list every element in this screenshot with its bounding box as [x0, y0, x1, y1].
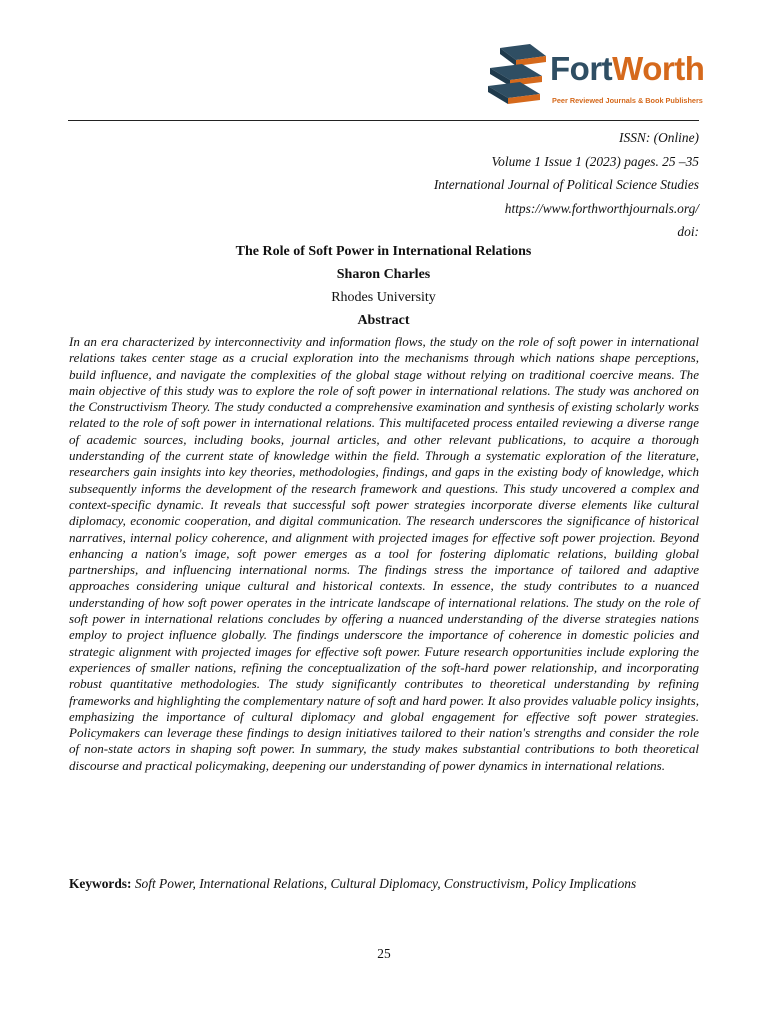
keywords [69, 876, 699, 893]
keywords-label: Keywords: [69, 876, 132, 891]
page-number: 25 [377, 946, 391, 961]
article-author: Sharon Charles [336, 267, 431, 282]
journal-name: International Journal of Political Science Studies [433, 177, 699, 192]
volume-line: Volume 1 Issue 1 (2023) pages. 25 –35 [491, 153, 699, 169]
header-rule [68, 120, 699, 121]
journal-meta [434, 126, 699, 244]
article-header [68, 240, 699, 332]
publisher-name: FortWorth [550, 50, 705, 87]
doi-line: doi: [677, 224, 699, 239]
publisher-tagline: Peer Reviewed Journals & Book Publishers [552, 96, 703, 105]
publisher-logo [486, 40, 706, 110]
author-affiliation: Rhodes University [331, 290, 436, 305]
article-title: The Role of Soft Power in International Relations [235, 244, 532, 259]
stacked-books-icon [486, 42, 550, 108]
abstract-text: In an era characterized by interconnectivity and information flows, the study on the role of soft power in international relations takes center stage as a crucial exploration into the mechanisms through which nations shape perceptions, build influence, and navigate the complexities of the global stage without relying on traditional coercive means. The main objective of this study was to explore the role of soft power in international relations. The study was anchored on the Constructivism Theory. The study conducted a comprehensive examination and synthesis of existing scholarly works related to the role of soft power in international relations. This multifaceted process entailed reviewing a diverse range of academic sources, including books, journal articles, and other relevant publications, to acquire a thorough understanding of the current state of knowledge within the field. Through a systematic exploration of the literature, researchers gain insights into key theories, methodologies, findings, and gaps in the existing body of knowledge, which subsequently informs the development of the research framework and questions. This study uncovered a complex and context-specific dynamic. It reveals that successful soft power strategies incorporate diverse elements like cultural diplomacy, economic cooperation, and digital communication. The research underscores the significance of historical narratives, internal policy coherence, and alignment with projected images for effective soft power projection. Beyond enhancing a nation's image, soft power emerges as a tool for fostering diplomatic relations, building global partnerships, and influencing international norms. The findings stress the importance of tailored and adaptive approaches considering unique cultural and historical contexts. In essence, the study contributes to a nuanced understanding of how soft power operates in the intricate landscape of international relations. The study on the role of soft power in international relations concludes by offering a nuanced understanding of the diverse strategies nations employ to project influence globally. The findings underscore the importance of coherence in domestic policies and strategic alignment with projected images for effective soft power. Future research opportunities include exploring the experiences of smaller nations, refining the conceptualization of the soft-hard power relationship, and incorporating robust quantitative methodologies. The study significantly contributes to theoretical understanding by refining frameworks and highlighting the complementary nature of soft and hard power. It also provides valuable policy insights, emphasizing the importance of cultural diplomacy and global engagement for effective soft power strategies. Policymakers can leverage these findings to design initiatives tailored to their nation's strengths and consider the role of non-state actors in shaping soft power. In summary, the study makes substantial contributions to both theoretical discourse and practical policymaking, deepening our understanding of power dynamics in international relations. [69, 334, 699, 773]
journal-url[interactable]: https://www.forthworthjournals.org/ [504, 200, 699, 216]
keywords-list: Soft Power, International Relations, Cultural Diplomacy, Constructivism, Policy Implications [134, 876, 637, 891]
issn-line: ISSN: (Online) [619, 130, 699, 145]
abstract-heading: Abstract [357, 313, 410, 328]
